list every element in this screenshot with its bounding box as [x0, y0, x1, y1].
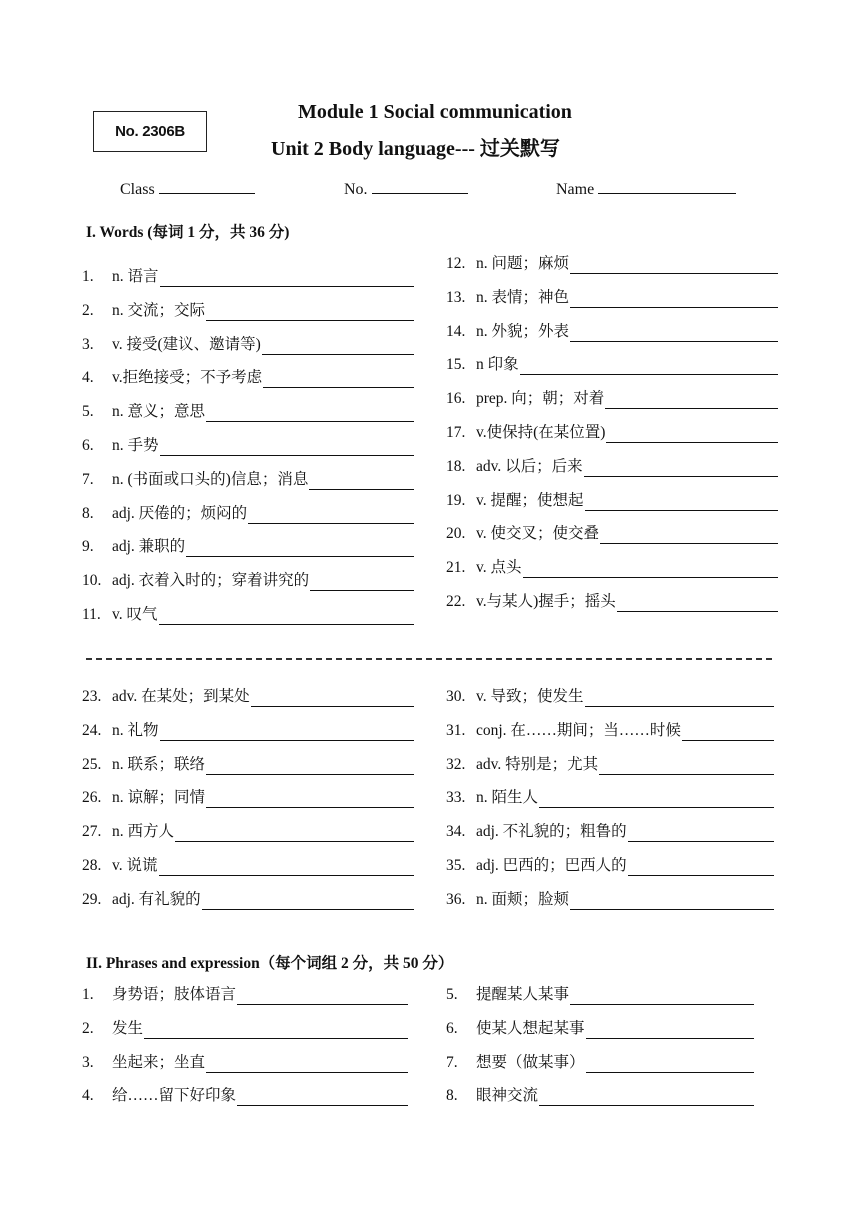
list-item: [446, 457, 778, 477]
item-number: 5.: [446, 986, 458, 1003]
item-prompt: adj. 衣着入时的；穿着讲究的: [112, 572, 310, 590]
answer-blank[interactable]: [570, 325, 778, 342]
item-number: 35.: [446, 857, 466, 874]
answer-blank[interactable]: [628, 825, 774, 842]
list-item: [82, 301, 414, 321]
answer-blank[interactable]: [539, 1089, 754, 1106]
item-prompt: n. 礼物: [112, 721, 159, 739]
item-prompt: n. 外貌；外表: [476, 322, 570, 340]
item-number: 6.: [82, 437, 94, 454]
class-blank[interactable]: [159, 178, 255, 194]
list-item: [446, 558, 778, 578]
list-item: [82, 436, 414, 456]
answer-blank[interactable]: [160, 724, 414, 741]
answer-blank[interactable]: [248, 507, 414, 524]
item-prompt: adj. 厌倦的；烦闷的: [112, 504, 248, 522]
item-number: 18.: [446, 457, 466, 475]
list-item: [446, 890, 774, 910]
item-prompt: n. 联系；联络: [112, 755, 206, 773]
list-item: [82, 1053, 408, 1073]
item-number: 31.: [446, 721, 466, 739]
list-item: [82, 571, 414, 591]
item-prompt: adv. 以后；后来: [476, 457, 583, 475]
list-item: [82, 890, 414, 910]
list-item: [82, 755, 414, 775]
number-blank[interactable]: [372, 178, 468, 194]
list-item: [82, 504, 414, 524]
item-number: 8.: [446, 1087, 458, 1105]
item-number: 8.: [82, 504, 94, 522]
item-prompt: 给……留下好印象: [112, 1087, 237, 1105]
item-prompt: 坐起来；坐直: [112, 1053, 206, 1071]
answer-blank[interactable]: [584, 460, 778, 477]
item-prompt: v.与某人)握手；摇头: [476, 593, 616, 610]
item-prompt: v. 接受(建议、邀请等): [112, 335, 261, 353]
item-number: 20.: [446, 525, 466, 543]
item-prompt: v. 使交叉；使交叠: [476, 525, 599, 543]
list-item: [446, 1053, 754, 1073]
list-item: [82, 687, 414, 707]
list-item: [446, 524, 778, 544]
list-item: [82, 985, 408, 1005]
class-label: Class: [120, 181, 155, 198]
item-number: 26.: [82, 789, 102, 807]
list-item: [446, 788, 774, 808]
name-blank[interactable]: [598, 178, 736, 194]
item-number: 17.: [446, 424, 466, 441]
answer-blank[interactable]: [237, 988, 408, 1005]
item-number: 6.: [446, 1019, 458, 1037]
list-item: [446, 355, 778, 375]
unit-title: Unit 2 Body language--- 过关默写: [271, 138, 560, 160]
item-number: 25.: [82, 755, 102, 773]
answer-blank[interactable]: [605, 392, 778, 409]
list-item: [82, 1086, 408, 1106]
answer-blank[interactable]: [159, 859, 415, 876]
item-prompt: 身势语；肢体语言: [112, 986, 237, 1003]
item-prompt: adv. 在某处；到某处: [112, 688, 250, 705]
item-prompt: n. 语言: [112, 268, 159, 285]
answer-blank[interactable]: [206, 1056, 408, 1073]
list-item: [446, 985, 754, 1005]
list-item: [446, 254, 778, 274]
list-item: [82, 822, 414, 842]
number-field: [344, 178, 468, 199]
name-label: Name: [556, 181, 595, 198]
list-item: [82, 788, 414, 808]
answer-blank[interactable]: [251, 690, 414, 707]
list-item: [446, 322, 778, 342]
item-prompt: n. 表情；神色: [476, 288, 570, 306]
item-number: 22.: [446, 593, 466, 610]
answer-blank[interactable]: [585, 494, 779, 511]
answer-blank[interactable]: [599, 758, 774, 775]
item-prompt: prep. 向；朝；对着: [476, 390, 605, 408]
list-item: [446, 856, 774, 876]
item-prompt: n. 陌生人: [476, 789, 539, 807]
answer-blank[interactable]: [570, 291, 778, 308]
item-number: 4.: [82, 369, 94, 387]
answer-blank[interactable]: [585, 690, 775, 707]
answer-blank[interactable]: [206, 758, 414, 775]
item-prompt: 想要（做某事）: [476, 1053, 585, 1071]
class-field: [120, 178, 255, 199]
item-prompt: adj. 不礼貌的；粗鲁的: [476, 823, 627, 841]
item-number: 15.: [446, 356, 466, 374]
item-number: 3.: [82, 335, 94, 353]
list-item: [82, 470, 414, 490]
item-prompt: v. 导致；使发生: [476, 688, 584, 705]
answer-blank[interactable]: [144, 1022, 408, 1039]
item-prompt: v.使保持(在某位置): [476, 424, 606, 441]
item-prompt: n. 谅解；同情: [112, 789, 206, 807]
item-number: 24.: [82, 721, 102, 739]
list-item: [446, 288, 778, 308]
item-number: 11.: [82, 606, 101, 623]
item-prompt: v.拒绝接受；不予考虑: [112, 369, 263, 387]
item-prompt: n. 问题；麻烦: [476, 255, 570, 272]
item-prompt: n. 手势: [112, 437, 159, 454]
list-item: [82, 1019, 408, 1039]
item-prompt: 使某人想起某事: [476, 1019, 585, 1037]
item-number: 16.: [446, 390, 466, 408]
item-prompt: v. 点头: [476, 559, 522, 577]
item-number: 23.: [82, 688, 102, 705]
item-number: 9.: [82, 538, 94, 556]
answer-blank[interactable]: [570, 988, 754, 1005]
item-number: 14.: [446, 322, 466, 340]
answer-blank[interactable]: [186, 540, 414, 557]
item-number: 5.: [82, 403, 94, 421]
answer-blank[interactable]: [310, 574, 414, 591]
answer-blank[interactable]: [628, 859, 774, 876]
section-phrases-heading: II. Phrases and expression（每个词组 2 分，共 50 分）: [86, 955, 454, 972]
item-number: 27.: [82, 823, 102, 841]
name-field: [556, 178, 736, 199]
module-title: Module 1 Social communication: [298, 101, 572, 123]
item-number: 1.: [82, 986, 94, 1003]
item-prompt: adj. 巴西的；巴西人的: [476, 857, 627, 874]
list-item: [82, 605, 414, 625]
item-number: 28.: [82, 857, 102, 874]
list-item: [446, 687, 774, 707]
item-prompt: 提醒某人某事: [476, 986, 570, 1003]
item-number: 29.: [82, 890, 102, 908]
item-number: 2.: [82, 1019, 94, 1037]
item-prompt: v. 说谎: [112, 857, 158, 874]
list-item: [446, 1019, 754, 1039]
answer-blank[interactable]: [523, 561, 779, 578]
item-number: 13.: [446, 288, 466, 306]
answer-blank[interactable]: [520, 358, 778, 375]
list-item: [82, 368, 414, 388]
answer-blank[interactable]: [570, 893, 774, 910]
list-item: [82, 267, 414, 287]
item-prompt: n. (书面或口头的)信息；消息: [112, 470, 309, 488]
answer-blank[interactable]: [263, 371, 414, 388]
item-number: 3.: [82, 1053, 94, 1071]
list-item: [446, 1086, 754, 1106]
item-number: 19.: [446, 491, 466, 509]
item-number: 21.: [446, 559, 466, 577]
number-label: No.: [344, 181, 368, 198]
list-item: [446, 822, 774, 842]
list-item: [446, 389, 778, 409]
item-prompt: v. 叹气: [112, 606, 158, 623]
answer-blank[interactable]: [586, 1056, 754, 1073]
worksheet-number-badge: No. 2306B: [93, 111, 207, 152]
item-number: 32.: [446, 755, 466, 773]
list-item: [82, 856, 414, 876]
item-prompt: adv. 特别是；尤其: [476, 755, 599, 773]
answer-blank[interactable]: [309, 473, 414, 490]
list-item: [446, 721, 774, 741]
answer-blank[interactable]: [617, 595, 778, 612]
item-prompt: adj. 兼职的: [112, 538, 186, 556]
item-prompt: v. 提醒；使想起: [476, 491, 584, 509]
item-number: 2.: [82, 301, 94, 319]
list-item: [446, 423, 778, 443]
item-number: 7.: [82, 470, 94, 488]
item-prompt: n. 意义；意思: [112, 403, 206, 421]
answer-blank[interactable]: [202, 893, 414, 910]
cut-line-divider: [86, 658, 772, 660]
item-number: 30.: [446, 688, 466, 705]
item-number: 10.: [82, 572, 102, 590]
answer-blank[interactable]: [160, 270, 414, 287]
item-number: 7.: [446, 1053, 458, 1071]
answer-blank[interactable]: [539, 791, 774, 808]
answer-blank[interactable]: [159, 608, 415, 625]
item-number: 12.: [446, 255, 466, 272]
list-item: [82, 402, 414, 422]
list-item: [82, 537, 414, 557]
answer-blank[interactable]: [206, 791, 414, 808]
item-number: 34.: [446, 823, 466, 841]
item-prompt: conj. 在……期间；当……时候: [476, 721, 681, 739]
answer-blank[interactable]: [206, 405, 414, 422]
section-words-heading: I. Words (每词 1 分，共 36 分): [86, 224, 290, 241]
answer-blank[interactable]: [682, 724, 774, 741]
item-number: 33.: [446, 789, 466, 807]
item-number: 4.: [82, 1087, 94, 1105]
item-prompt: n. 西方人: [112, 823, 175, 841]
item-number: 1.: [82, 268, 94, 285]
item-prompt: n 印象: [476, 356, 519, 374]
answer-blank[interactable]: [606, 426, 778, 443]
item-prompt: n. 交流；交际: [112, 301, 206, 319]
answer-blank[interactable]: [237, 1089, 408, 1106]
answer-blank[interactable]: [206, 304, 414, 321]
answer-blank[interactable]: [570, 257, 778, 274]
item-prompt: 眼神交流: [476, 1087, 539, 1105]
list-item: [82, 335, 414, 355]
item-prompt: adj. 有礼貌的: [112, 890, 201, 908]
answer-blank[interactable]: [175, 825, 414, 842]
item-prompt: n. 面颊；脸颊: [476, 890, 570, 908]
list-item: [446, 755, 774, 775]
item-number: 36.: [446, 890, 466, 908]
list-item: [446, 592, 778, 612]
item-prompt: 发生: [112, 1019, 144, 1037]
answer-blank[interactable]: [600, 527, 778, 544]
answer-blank[interactable]: [160, 439, 414, 456]
answer-blank[interactable]: [262, 338, 414, 355]
list-item: [82, 721, 414, 741]
list-item: [446, 491, 778, 511]
answer-blank[interactable]: [586, 1022, 754, 1039]
